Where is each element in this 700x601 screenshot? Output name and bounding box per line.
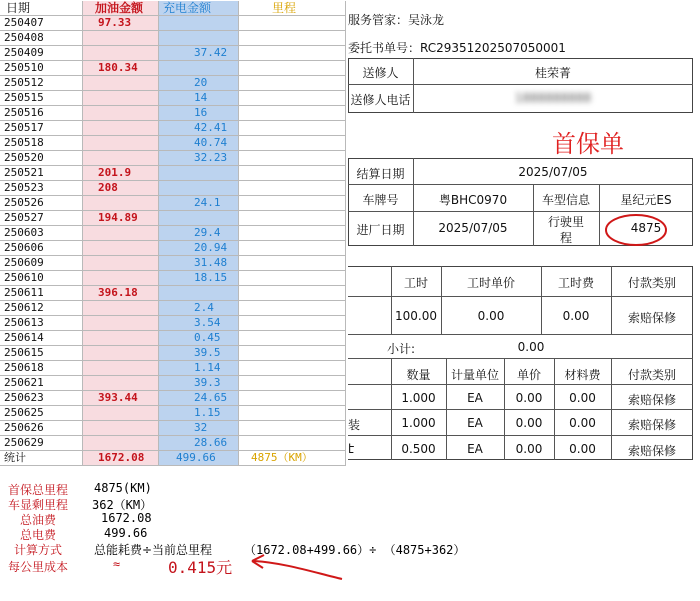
cell-km[interactable]	[239, 271, 346, 286]
cell-km[interactable]	[239, 346, 346, 361]
remaining-value: 362（KM）	[92, 498, 153, 512]
cell-elec[interactable]: 42.41	[159, 121, 239, 136]
mileage-value: 4875	[630, 221, 662, 235]
mileage-label-1: 行驶里	[547, 215, 584, 229]
part-pay: 索赔保修	[627, 393, 676, 407]
elec-value: 499.66	[104, 526, 148, 540]
cell-km[interactable]	[239, 211, 346, 226]
settle-date-label: 结算日期	[356, 167, 405, 181]
cell-elec[interactable]: 37.42	[159, 46, 239, 61]
receipt-title: 首保单	[552, 130, 624, 158]
cell-fuel[interactable]	[83, 196, 159, 211]
cell-date[interactable]: 250603	[0, 226, 83, 241]
cell-km[interactable]	[239, 166, 346, 181]
part-price: 0.00	[515, 391, 543, 405]
cell-fuel[interactable]	[83, 121, 159, 136]
cell-fuel[interactable]	[83, 151, 159, 166]
labor-pay: 索赔保修	[627, 311, 676, 325]
cost-summary	[0, 477, 700, 601]
cell-elec[interactable]: 3.54	[159, 316, 239, 331]
cell-elec[interactable]	[159, 166, 239, 181]
cell-km[interactable]	[239, 121, 346, 136]
labor-header-rate: 工时单价	[466, 276, 515, 290]
cell-fuel[interactable]	[83, 301, 159, 316]
cell-elec[interactable]: 40.74	[159, 136, 239, 151]
part-unit: EA	[467, 391, 483, 405]
part-pay: 索赔保修	[627, 418, 676, 432]
order-number: 委托书单号：RC29351202507050001	[348, 41, 566, 55]
cell-elec[interactable]: 31.48	[159, 256, 239, 271]
cell-fuel[interactable]	[83, 421, 159, 436]
part-cost: 0.00	[569, 416, 596, 430]
cell-fuel[interactable]: 393.44	[83, 391, 159, 406]
cell-km[interactable]	[239, 46, 346, 61]
cell-km[interactable]	[239, 391, 346, 406]
cell-elec[interactable]: 28.66	[159, 436, 239, 451]
cell-fuel[interactable]	[83, 256, 159, 271]
approx-sign: ≈	[113, 557, 121, 571]
cell-date[interactable]: 250618	[0, 361, 83, 376]
parts-header-qty: 数量	[406, 368, 431, 382]
cell-elec[interactable]: 0.45	[159, 331, 239, 346]
subtotal-value: 0.00	[517, 340, 545, 354]
cell-fuel[interactable]	[83, 436, 159, 451]
cell-km[interactable]	[239, 421, 346, 436]
cell-km[interactable]	[239, 181, 346, 196]
part-pay: 索赔保修	[627, 444, 676, 458]
first-mileage-label: 首保总里程	[8, 483, 69, 497]
cell-elec[interactable]: 18.15	[159, 271, 239, 286]
cell-km[interactable]	[239, 91, 346, 106]
mileage-label-2: 程	[559, 231, 572, 245]
cell-date[interactable]: 250518	[0, 136, 83, 151]
cell-fuel[interactable]: 208	[83, 181, 159, 196]
header-elec: 充电金额	[159, 1, 239, 16]
cell-date[interactable]: 250526	[0, 196, 83, 211]
arrow-annotation	[246, 553, 346, 583]
cell-km[interactable]	[239, 331, 346, 346]
cell-fuel[interactable]: 194.89	[83, 211, 159, 226]
part-name: է	[348, 442, 355, 456]
cell-elec[interactable]: 20	[159, 76, 239, 91]
labor-fee: 0.00	[562, 309, 590, 323]
cell-elec[interactable]: 2.4	[159, 301, 239, 316]
cost-value: 0.415元	[168, 558, 233, 577]
sender-phone-value: 1888888888	[514, 91, 592, 105]
model-value: 星纪元ES	[620, 193, 672, 207]
subtotal-label: 小计:	[386, 342, 416, 356]
cell-fuel[interactable]: 201.9	[83, 166, 159, 181]
labor-header-fee: 工时费	[557, 276, 594, 290]
part-cost: 0.00	[569, 442, 596, 456]
cell-km[interactable]	[239, 16, 346, 31]
parts-header-unit: 计量单位	[450, 368, 499, 382]
cell-date[interactable]: 250515	[0, 91, 83, 106]
cell-fuel[interactable]	[83, 241, 159, 256]
cell-fuel[interactable]	[83, 226, 159, 241]
cell-elec[interactable]	[159, 16, 239, 31]
service-manager: 服务管家：吴泳龙	[348, 13, 445, 27]
elec-label: 总电费	[20, 528, 57, 542]
entry-date-label: 进厂日期	[356, 223, 405, 237]
cell-elec[interactable]: 20.94	[159, 241, 239, 256]
cell-date[interactable]: 250615	[0, 346, 83, 361]
cell-date[interactable]: 250407	[0, 16, 83, 31]
fuel-label: 总油费	[20, 513, 57, 527]
cell-elec[interactable]: 29.4	[159, 226, 239, 241]
cell-date[interactable]: 250623	[0, 391, 83, 406]
sender-label: 送修人	[362, 66, 399, 80]
cell-date[interactable]: 250606	[0, 241, 83, 256]
fuel-value: 1672.08	[101, 511, 152, 525]
cell-fuel[interactable]	[83, 91, 159, 106]
cell-fuel[interactable]	[83, 31, 159, 46]
cell-date[interactable]: 250408	[0, 31, 83, 46]
cell-date[interactable]: 250510	[0, 61, 83, 76]
cell-date[interactable]: 250611	[0, 286, 83, 301]
total-elec: 499.66	[159, 451, 239, 466]
cell-km[interactable]	[239, 406, 346, 421]
header-date: 日期	[0, 1, 83, 16]
cell-elec[interactable]	[159, 181, 239, 196]
cell-date[interactable]: 250521	[0, 166, 83, 181]
cell-elec[interactable]: 24.1	[159, 196, 239, 211]
cell-date[interactable]: 250516	[0, 106, 83, 121]
cell-fuel[interactable]	[83, 346, 159, 361]
cell-km[interactable]	[239, 301, 346, 316]
part-qty: 1.000	[401, 391, 436, 405]
cell-date[interactable]: 250626	[0, 421, 83, 436]
parts-header-cost: 材料费	[564, 368, 601, 382]
cell-km[interactable]	[239, 76, 346, 91]
cell-fuel[interactable]	[83, 331, 159, 346]
cell-elec[interactable]	[159, 61, 239, 76]
cell-km[interactable]	[239, 361, 346, 376]
parts-header-price: 单价	[516, 368, 541, 382]
cell-fuel[interactable]	[83, 76, 159, 91]
cell-date[interactable]: 250409	[0, 46, 83, 61]
method-calc: （1672.08+499.66）÷ （4875+362）	[244, 543, 466, 557]
cell-elec[interactable]: 1.15	[159, 406, 239, 421]
cell-elec[interactable]: 14	[159, 91, 239, 106]
cell-km[interactable]	[239, 376, 346, 391]
cell-date[interactable]: 250614	[0, 331, 83, 346]
part-cost: 0.00	[569, 391, 596, 405]
cell-elec[interactable]	[159, 31, 239, 46]
cell-km[interactable]	[239, 286, 346, 301]
cell-elec[interactable]: 32.23	[159, 151, 239, 166]
cell-date[interactable]: 250629	[0, 436, 83, 451]
cell-fuel[interactable]	[83, 271, 159, 286]
labor-hours: 100.00	[395, 309, 437, 323]
header-km: 里程	[239, 1, 346, 16]
model-label: 车型信息	[541, 193, 590, 207]
part-qty: 1.000	[401, 416, 436, 430]
part-name: 装	[348, 418, 361, 432]
cell-elec[interactable]: 39.3	[159, 376, 239, 391]
plate-label: 车牌号	[362, 193, 399, 207]
total-km: 4875（KM）	[239, 451, 346, 466]
cell-km[interactable]	[239, 226, 346, 241]
cell-fuel[interactable]: 396.18	[83, 286, 159, 301]
labor-header-hours: 工时	[403, 276, 428, 290]
remaining-label: 车显剩里程	[8, 498, 69, 512]
sender-value: 桂荣菁	[534, 66, 571, 80]
cell-fuel[interactable]: 180.34	[83, 61, 159, 76]
first-mileage-value: 4875(KM)	[94, 481, 152, 495]
cell-fuel[interactable]	[83, 46, 159, 61]
cell-elec[interactable]: 1.14	[159, 361, 239, 376]
labor-header-pay: 付款类别	[627, 276, 676, 290]
cell-date[interactable]: 250621	[0, 376, 83, 391]
parts-header-pay: 付款类别	[627, 368, 676, 382]
cell-km[interactable]	[239, 256, 346, 271]
cell-km[interactable]	[239, 106, 346, 121]
cell-date[interactable]: 250527	[0, 211, 83, 226]
total-label: 统计	[0, 451, 83, 466]
cell-date[interactable]: 250609	[0, 256, 83, 271]
cost-label: 每公里成本	[8, 560, 69, 574]
cell-fuel[interactable]	[83, 376, 159, 391]
cell-elec[interactable]	[159, 211, 239, 226]
labor-rate: 0.00	[477, 309, 505, 323]
cell-date[interactable]: 250625	[0, 406, 83, 421]
part-unit: EA	[467, 416, 483, 430]
part-price: 0.00	[515, 416, 543, 430]
cell-elec[interactable]: 32	[159, 421, 239, 436]
receipt-image	[346, 0, 700, 460]
cell-fuel[interactable]	[83, 316, 159, 331]
cell-elec[interactable]: 39.5	[159, 346, 239, 361]
cell-date[interactable]: 250512	[0, 76, 83, 91]
method-formula: 总能耗费÷当前总里程	[94, 543, 213, 557]
cell-fuel[interactable]	[83, 406, 159, 421]
cell-date[interactable]: 250517	[0, 121, 83, 136]
cell-fuel[interactable]	[83, 136, 159, 151]
method-label: 计算方式	[14, 543, 63, 557]
cell-elec[interactable]	[159, 286, 239, 301]
part-unit: EA	[467, 442, 483, 456]
cell-km[interactable]	[239, 316, 346, 331]
cell-date[interactable]: 250613	[0, 316, 83, 331]
cell-date[interactable]: 250610	[0, 271, 83, 286]
cell-km[interactable]	[239, 196, 346, 211]
cell-km[interactable]	[239, 241, 346, 256]
cell-elec[interactable]: 24.65	[159, 391, 239, 406]
cell-fuel[interactable]	[83, 361, 159, 376]
cell-fuel[interactable]: 97.33	[83, 16, 159, 31]
mileage-circle-annotation	[602, 211, 672, 249]
header-fuel: 加油金额	[83, 1, 159, 16]
settle-date-value: 2025/07/05	[518, 165, 588, 179]
cell-km[interactable]	[239, 436, 346, 451]
cell-fuel[interactable]	[83, 106, 159, 121]
sender-phone-label: 送修人电话	[350, 93, 411, 107]
entry-date-value: 2025/07/05	[438, 221, 508, 235]
plate-value: 粤BHC0970	[438, 193, 508, 207]
part-price: 0.00	[515, 442, 543, 456]
cell-date[interactable]: 250520	[0, 151, 83, 166]
total-fuel: 1672.08	[83, 451, 159, 466]
cell-elec[interactable]: 16	[159, 106, 239, 121]
cell-km[interactable]	[239, 31, 346, 46]
cell-km[interactable]	[239, 61, 346, 76]
cell-km[interactable]	[239, 136, 346, 151]
cell-km[interactable]	[239, 151, 346, 166]
part-qty: 0.500	[401, 442, 436, 456]
cell-date[interactable]: 250523	[0, 181, 83, 196]
cell-date[interactable]: 250612	[0, 301, 83, 316]
